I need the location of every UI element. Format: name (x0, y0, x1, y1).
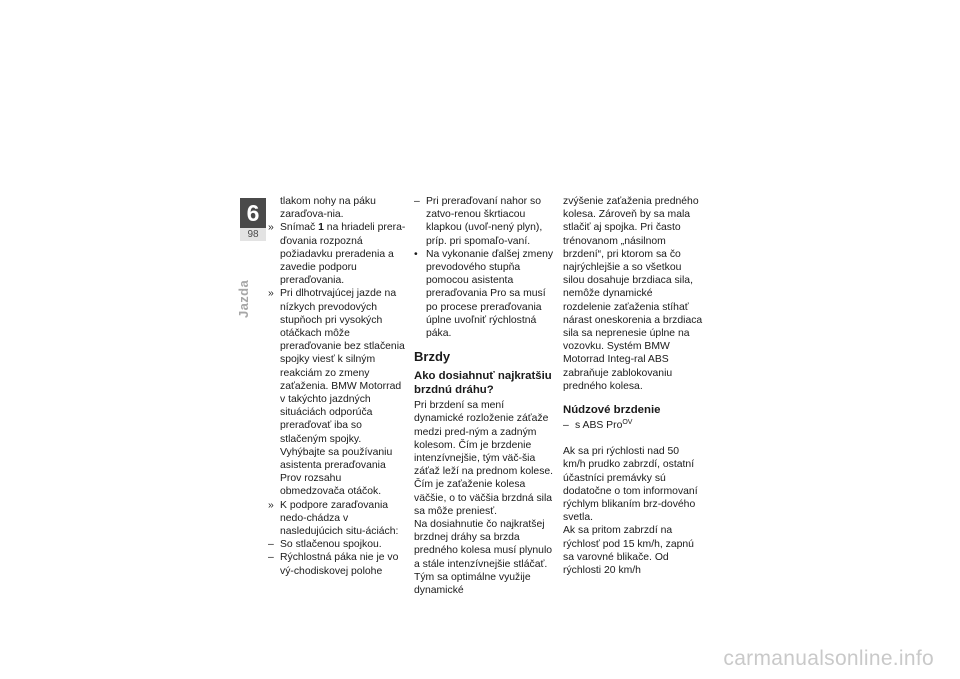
list-item-continuation: Prov rozsahu obmedzovača otáčok. (280, 473, 382, 498)
column-2 (414, 195, 554, 597)
arrow-bullet-icon: » (268, 288, 274, 300)
list-item: » K podpore zaraďovania nedo-chádza v nasledujúcich situ-áciách: (268, 499, 399, 538)
column-3 (563, 195, 703, 577)
subsection-title: Núdzové brzdenie (563, 404, 661, 417)
paragraph: Pri brzdení sa mení dynamické rozloženie záťaže medzi pred-ným a zadným kolesom. Čím je brzdenie intenzívnejšie, tým väč-šia záťaž leží na prednom kolese. Čím je zaťaženie kolesa väčšie, o to väčšia brzdná sila sa môže preniesť. (414, 400, 554, 517)
list-item: » Pri dlhotrvajúcej jazde na nízkych prevodových stupňoch pri vysokých otáčkach môže preraďovanie bez stlačenia spojky viesť k silným reakciám zo zmeny zaťaženia. BMW Motorrad v takýchto jazdných situáciách odporúča preraďovať iba so stlačeným spojky. Vyhýbajte sa používaniu asistenta preraďovania (268, 288, 405, 472)
paragraph: zvýšenie zaťaženia predného kolesa. Zároveň by sa mala stlačiť aj spojka. Pri často trénovanom „násilnom brzdení“, pri ktorom sa čo najrýchlejšie a so všetkou silou dosahuje brzdiaca sila, nemôže dynamické rozdelenie zaťaženia stíhať nárast oneskorenia a brzdiaca sila sa neprenesie úplne na vozovku. Systém BMW Motorrad Integ-ral ABS zabraňuje zablokovaniu predného kolesa. (563, 196, 703, 392)
chapter-tab (240, 198, 266, 241)
subsection-title: Ako dosiahnuť najkratšiu brzdnú dráhu? (414, 370, 552, 397)
dot-bullet-icon: • (414, 248, 418, 260)
list-item: – So stlačenou spojkou. (268, 539, 382, 551)
arrow-bullet-icon: » (268, 499, 274, 511)
paragraph: Na dosiahnutie čo najkratšej brzdnej dráhy sa brzda predného kolesa musí plynulo a stále intenzívnejšie stláčať. Tým sa optimálne využije dynamické (414, 519, 553, 597)
arrow-bullet-icon: » (268, 222, 274, 234)
continuation-text: tlakom nohy na páku zaraďova-nia. (280, 196, 376, 221)
paragraph: Ak sa pritom zabrzdí na rýchlosť pod 15 km/h, zapnú sa varovné blikače. Od rýchlosti 20 km/h (563, 525, 694, 577)
list-item: » Snímač 1 na hriadeli prera-ďovania rozpozná požiadavku preradenia a zavedie podporu preraďovania. (268, 222, 406, 287)
list-item: – Rýchlostná páka nie je vo vý-chodiskovej polohe (268, 552, 399, 577)
chapter-label: Jazda (236, 279, 251, 318)
paragraph: Ak sa pri rýchlosti nad 50 km/h prudko zabrzdí, ostatní účastníci premávky sú dodatočne o tom informovaní rýchlym blikaním brz-dového svetla. (563, 446, 698, 524)
dash-bullet-icon: – (563, 420, 569, 432)
option-item: – s ABS Pro$^{OV}$ (563, 419, 633, 432)
list-item: – Pri preraďovaní nahor so zatvo-renou škrtiacou klapkou (uvoľ-nený plyn), príp. pri spomaľo-vaní. (414, 196, 543, 247)
section-title: Brzdy (414, 349, 451, 365)
dash-bullet-icon: – (414, 196, 420, 207)
list-item: • Na vykonanie ďalšej zmeny prevodového stupňa pomocou asistenta preraďovania Pro sa musí po procese preraďovania úplne uvoľniť rýchlostná páka. (414, 248, 554, 340)
watermark: carmanualsonline.info (723, 647, 934, 670)
chapter-number: 6 (240, 198, 266, 228)
column-1 (268, 195, 408, 578)
dash-bullet-icon: – (268, 552, 274, 564)
option-code: OV (622, 419, 633, 427)
page-number: 98 (240, 228, 266, 241)
dash-bullet-icon: – (268, 539, 274, 551)
callout-number: 1 (318, 222, 324, 234)
